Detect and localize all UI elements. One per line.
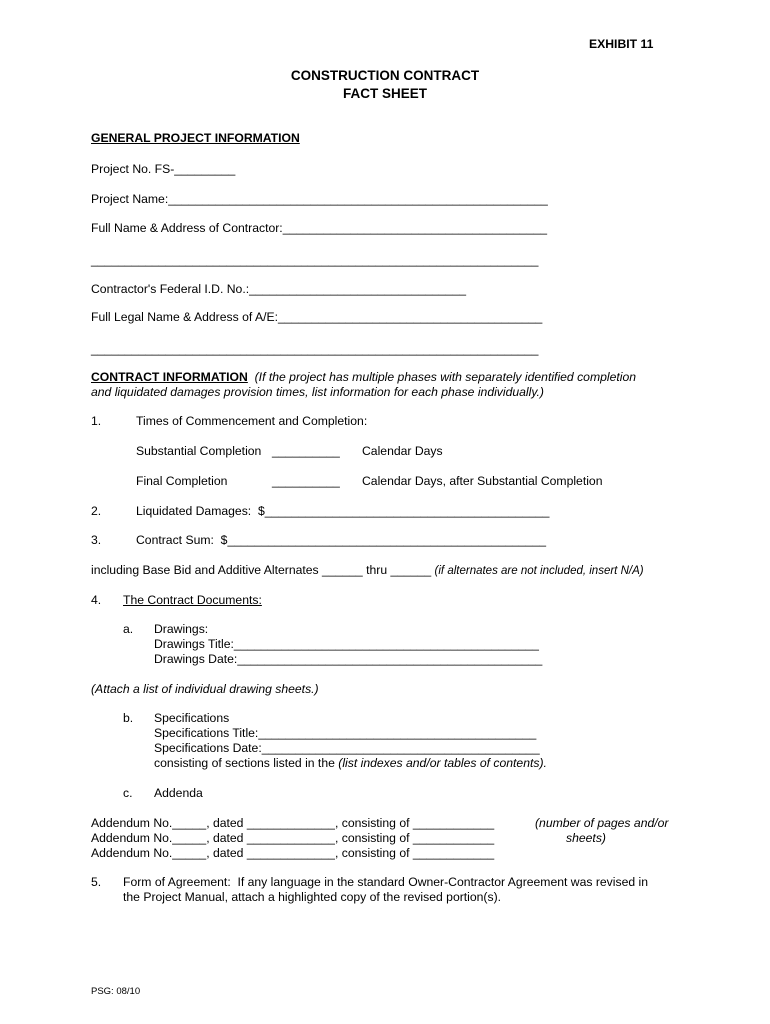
addendum-line-2: Addendum No._____, dated _____________, consisting of ____________ <box>91 831 495 845</box>
substantial-completion-blank: __________ <box>272 444 340 458</box>
project-name-field: Project Name:________________________________________________________ <box>91 192 548 206</box>
general-heading: GENERAL PROJECT INFORMATION <box>91 131 300 145</box>
final-completion-blank: __________ <box>272 474 340 488</box>
final-completion-days: Calendar Days, after Substantial Completion <box>362 474 603 488</box>
liquidated-damages-field: Liquidated Damages: $__________________________________________ <box>136 504 550 518</box>
attach-note: (Attach a list of individual drawing sheets.) <box>91 682 319 696</box>
specs-title-field: Specifications Title:_________________________________________ <box>154 726 537 740</box>
form-of-agreement-line2: the Project Manual, attach a highlighted copy of the revised portion(s). <box>123 890 502 904</box>
contract-documents-label: The Contract Documents: <box>123 593 262 607</box>
drawings-title-field: Drawings Title:_____________________________________________ <box>154 637 539 651</box>
addenda-note-line1: (number of pages and/or <box>535 816 669 830</box>
alternates-note: (if alternates are not included, insert N/A) <box>434 565 644 577</box>
contract-sum-field: Contract Sum: $_______________________________________________ <box>136 533 547 547</box>
item3-number: 3. <box>91 533 102 547</box>
item1-label: Times of Commencement and Completion: <box>136 414 368 428</box>
addendum-line-3: Addendum No._____, dated _____________, consisting of ____________ <box>91 846 495 860</box>
footer-code: PSG: 08/10 <box>91 986 141 997</box>
item2-number: 2. <box>91 504 102 518</box>
specs-consisting-line <box>154 756 547 771</box>
addenda-letter: c. <box>123 786 133 800</box>
addendum-line-1: Addendum No._____, dated _____________, consisting of ____________ <box>91 816 495 830</box>
item5-number: 5. <box>91 875 102 889</box>
addenda-label: Addenda <box>154 786 203 800</box>
contract-note: (If the project has multiple phases with separately identified completion <box>254 370 637 384</box>
final-completion-label: Final Completion <box>136 474 228 488</box>
substantial-completion-days: Calendar Days <box>362 444 443 458</box>
specs-date-field: Specifications Date:_________________________________________ <box>154 741 540 755</box>
exhibit-label: EXHIBIT 11 <box>589 37 654 51</box>
specs-letter: b. <box>123 711 134 725</box>
federal-id-field: Contractor's Federal I.D. No.:________________________________ <box>91 282 467 296</box>
item1-number: 1. <box>91 414 102 428</box>
ae-address-line2: __________________________________________________________________ <box>91 342 539 356</box>
drawings-letter: a. <box>123 622 134 636</box>
drawings-date-field: Drawings Date:_____________________________________________ <box>154 652 543 666</box>
contractor-address-field: Full Name & Address of Contractor:_______________________________________ <box>91 221 548 235</box>
contract-note-line2: and liquidated damages provision times, list information for each phase individually.) <box>91 385 544 399</box>
project-no-field: Project No. FS-_________ <box>91 162 236 176</box>
alternates-field: including Base Bid and Additive Alternates ______ thru ______ <box>91 563 432 577</box>
form-of-agreement-line1: Form of Agreement: If any language in the standard Owner-Contractor Agreement was revised in <box>123 875 649 889</box>
page-title: CONSTRUCTION CONTRACT <box>290 68 480 83</box>
alternates-line <box>91 563 644 579</box>
substantial-completion-label: Substantial Completion <box>136 444 262 458</box>
item4-number: 4. <box>91 593 102 607</box>
contract-heading: CONTRACT INFORMATION <box>91 370 248 384</box>
specs-consisting-text: consisting of sections listed in the <box>154 756 339 770</box>
contractor-address-line2: __________________________________________________________________ <box>91 253 539 267</box>
contract-heading-line <box>91 370 636 385</box>
specs-consisting-note: (list indexes and/or tables of contents). <box>338 756 547 770</box>
specs-label: Specifications <box>154 711 230 725</box>
ae-address-field: Full Legal Name & Address of A/E:_______________________________________ <box>91 310 543 324</box>
drawings-label: Drawings: <box>154 622 209 636</box>
addenda-note-line2: sheets) <box>566 831 606 845</box>
page-subtitle: FACT SHEET <box>342 86 427 101</box>
